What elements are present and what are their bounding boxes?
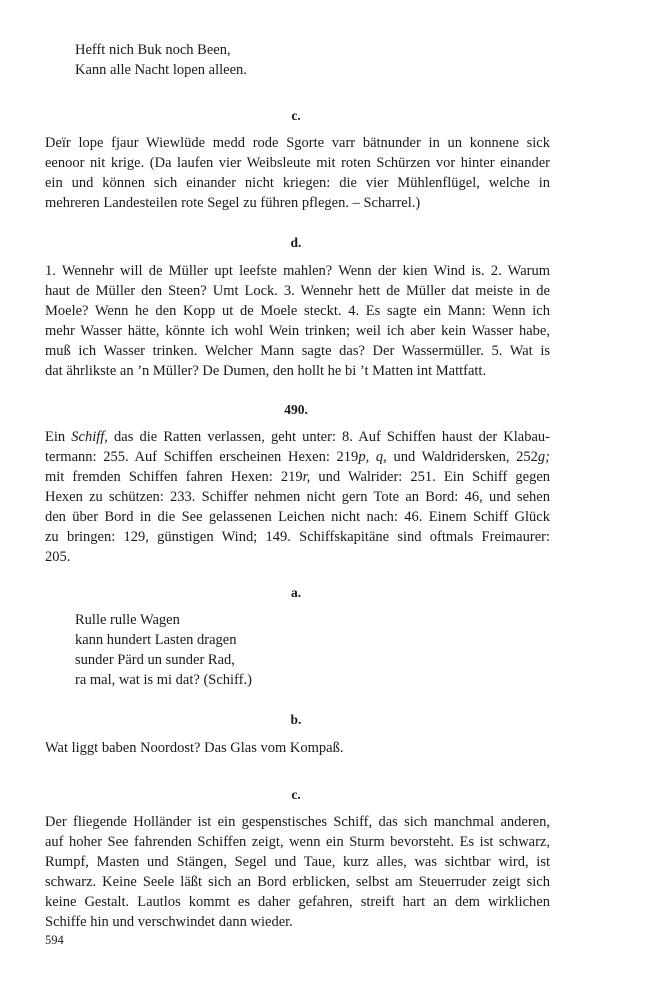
paragraph-line: keine Gestalt. Lautlos kommt es daher gefahren, streift hart an dem wirklichen xyxy=(45,894,550,910)
section-heading-490: 490. xyxy=(284,402,308,417)
section-c-paragraph xyxy=(45,133,550,213)
page-number: 594 xyxy=(45,933,64,947)
section-heading-c: c. xyxy=(291,108,301,123)
paragraph-line: Ein Schiff, das die Ratten verlassen, geht unter: 8. Auf Schiffen haust der Klabau- xyxy=(45,429,550,445)
section-c2-paragraph xyxy=(45,812,550,932)
section-490-paragraph xyxy=(45,427,550,567)
paragraph-line: Der fliegende Holländer ist ein gespenstisches Schiff, das sich manchmal anderen, xyxy=(45,814,550,830)
paragraph-line: zu bringen: 129, günstigen Wind; 149. Schiffskapitäne sind oftmals Freimaurer: xyxy=(45,529,550,545)
paragraph-line: dat ährlikste an ’n Müller? De Dumen, den hollt he bi ’t Matten int Mattfatt. xyxy=(45,363,487,379)
paragraph-line: Schiffe hin und verschwindet dann wieder. xyxy=(45,914,293,930)
section-heading-b: b. xyxy=(290,712,302,727)
section-d-paragraph xyxy=(45,261,550,381)
section-heading-d: d. xyxy=(290,235,302,250)
paragraph-line: Wat liggt baben Noordost? Das Glas vom Kompaß. xyxy=(45,740,344,756)
paragraph-line: haut de Müller den Steen? Umt Lock. 3. Wennehr hett de Müller dat meiste in de xyxy=(45,283,550,299)
paragraph-line: Hexen zu schützen: 233. Schiffer nehmen nicht gern Tote an Bord: 46, und sehen xyxy=(45,489,550,505)
paragraph-line: mehreren Landesteilen rote Segel zu führen pflegen. – Scharrel.) xyxy=(45,195,421,211)
paragraph-line: 1. Wennehr will de Müller upt leefste mahlen? Wenn der kien Wind is. 2. Warum xyxy=(45,263,550,279)
paragraph-line: mit fremden Schiffen fahren Hexen: 219r, und Walrider: 251. Ein Schiff gegen xyxy=(45,469,551,485)
riddle-verse xyxy=(75,610,252,690)
section-heading-a: a. xyxy=(290,585,302,600)
paragraph-line: muß ich Wasser trinken. Welcher Mann sagte das? Der Wassermüller. 5. Wat is xyxy=(45,343,550,359)
paragraph-line: Deïr lope fjaur Wiewlüde medd rode Sgorte varr bätnunder in un konnene sick xyxy=(45,135,550,151)
paragraph-line: termann: 255. Auf Schiffen erscheinen Hexen: 219p, q, und Waldridersken, 252g; xyxy=(45,449,550,465)
paragraph-line: 205. xyxy=(45,549,71,565)
paragraph-line: schwarz. Keine Seele läßt sich an Bord erblicken, selbst am Steuerruder zeigt sich xyxy=(45,874,550,890)
paragraph-line: Rumpf, Masten und Stängen, Segel und Taue, kurz alles, was sichtbar wird, ist xyxy=(45,854,550,870)
verse-line: Hefft nich Buk noch Been, xyxy=(75,42,231,58)
section-heading-c2: c. xyxy=(291,787,301,802)
top-verse xyxy=(75,40,247,80)
verse-line: Rulle rulle Wagen xyxy=(75,612,180,628)
paragraph-line: ein und können sich einander nicht kriegen: die vier Mühlenflügel, welche in xyxy=(45,175,550,191)
paragraph-line: mehr Wasser hätte, könnte ich wohl Wein trinken; weil ich aber kein Wasser habe, xyxy=(45,323,550,339)
verse-line: kann hundert Lasten dragen xyxy=(75,632,237,648)
paragraph-line: eenoor nit krige. (Da laufen vier Weibsleute mit roten Schürzen vor hinter einander xyxy=(45,155,550,171)
verse-line: ra mal, wat is mi dat? (Schiff.) xyxy=(75,672,252,688)
verse-line: Kann alle Nacht lopen alleen. xyxy=(75,62,247,78)
paragraph-line: auf hoher See fahrenden Schiffen zeigt, wenn ein Sturm bevorsteht. Es ist schwarz, xyxy=(45,834,550,850)
paragraph-line: den über Bord in die See gelassenen Leichen nicht nach: 46. Einem Schiff Glück xyxy=(45,509,550,525)
paragraph-line: Moele? Wenn he den Kopp ut de Moele steckt. 4. Es sagte ein Mann: Wenn ich xyxy=(45,303,550,319)
section-b-paragraph xyxy=(45,738,550,758)
verse-line: sunder Pärd un sunder Rad, xyxy=(75,652,235,668)
